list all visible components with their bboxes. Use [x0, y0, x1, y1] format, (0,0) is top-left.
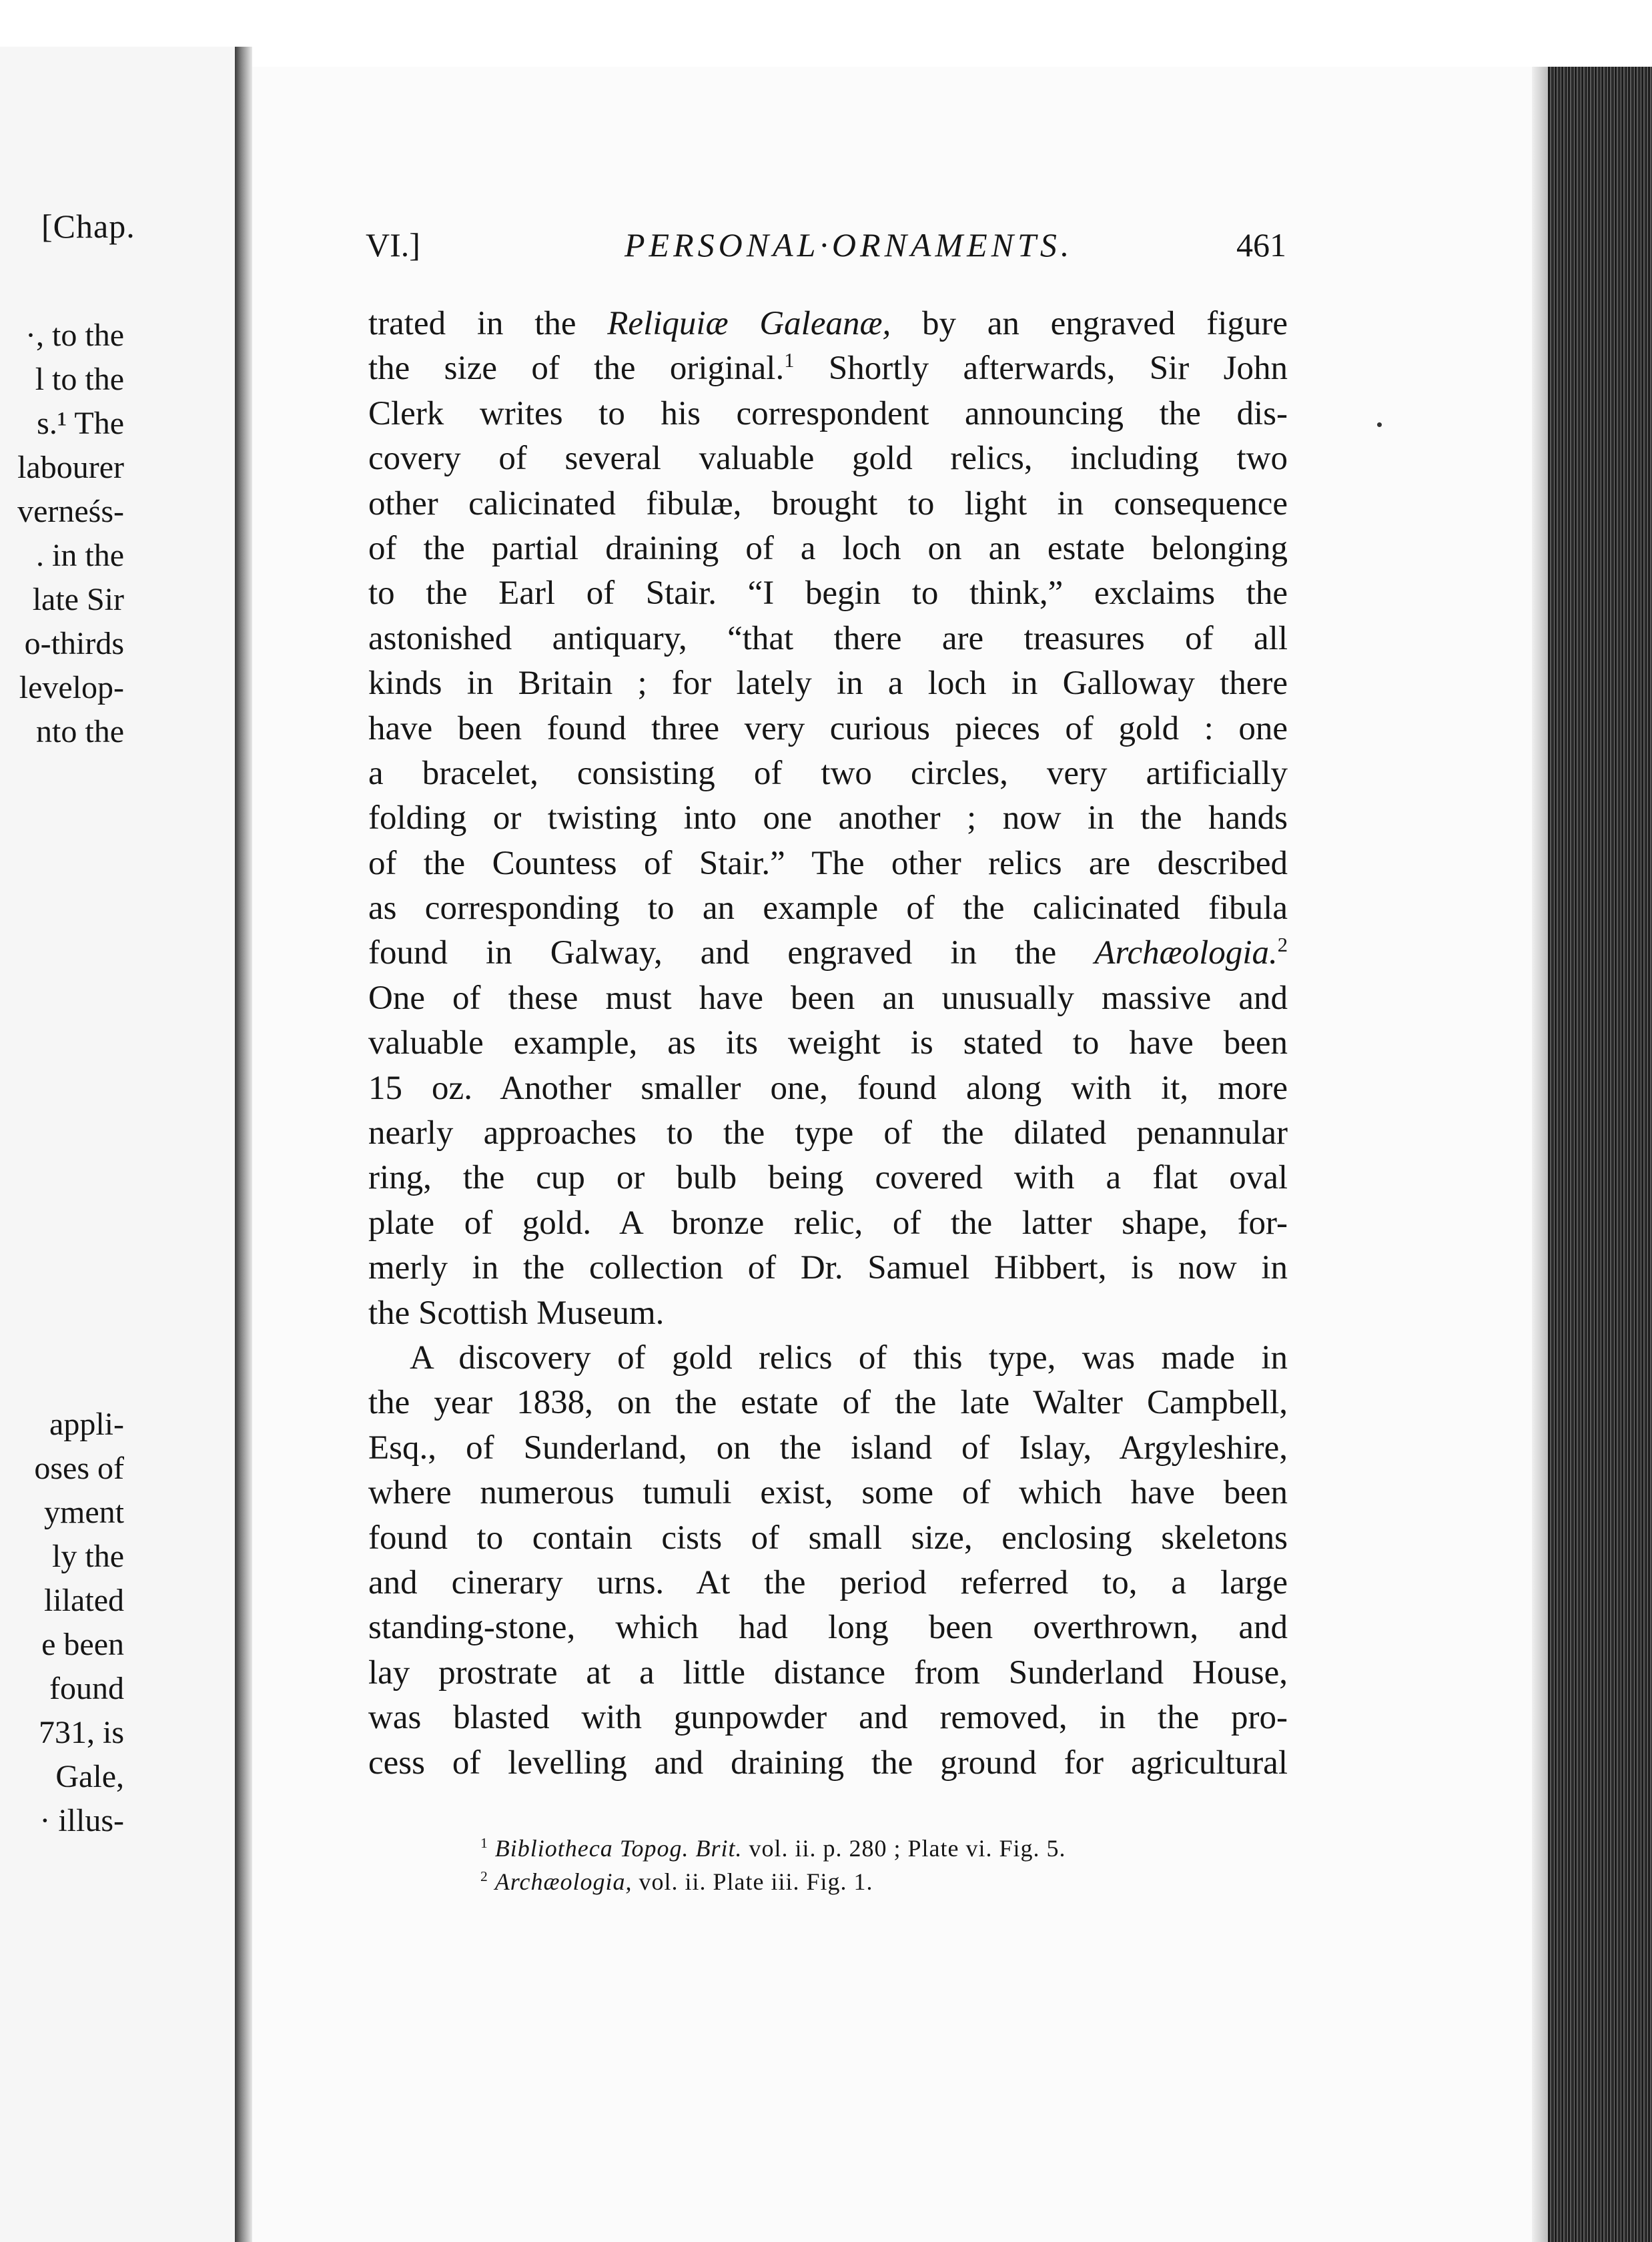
text-line — [368, 482, 1288, 526]
text-line-content: kinds in Britain ; for lately in a loch in Galloway there — [368, 665, 1288, 703]
left-page-fragment: verneśs- — [17, 494, 124, 529]
text-line — [368, 796, 1288, 841]
text-line — [368, 1291, 1288, 1336]
left-page-fragment: lilated — [44, 1583, 124, 1618]
gutter-shadow — [235, 47, 252, 2242]
italic-title: Archæologia. — [1094, 934, 1278, 972]
left-page-fragment: . in the — [36, 538, 124, 573]
left-page-fragment: ·, to the — [25, 318, 124, 353]
text-line-content: 15 oz. Another smaller one, found along with it, more — [368, 1069, 1288, 1107]
italic-title: Reliquiæ Galeanæ, — [607, 305, 891, 342]
text-line — [368, 976, 1288, 1021]
text-line-content: A discovery of gold relics of this type, was made in — [410, 1339, 1288, 1377]
text-line — [368, 1741, 1288, 1786]
text-line — [368, 1651, 1288, 1696]
left-page-fragment: labourer — [17, 450, 124, 485]
text-segment: found in Galway, and engraved in the — [368, 934, 1095, 972]
text-line-content: cess of levelling and draining the ground for agricultural — [368, 1744, 1288, 1782]
left-page-fragment: found — [49, 1671, 124, 1706]
left-page-fragment: · illus- — [39, 1803, 124, 1838]
text-line-content: a bracelet, consisting of two circles, very artificially — [368, 754, 1288, 792]
text-line-content: merly in the collection of Dr. Samuel Hibbert, is now in — [368, 1249, 1288, 1287]
left-page-fragment: yment — [44, 1495, 124, 1530]
text-segment: by an engraved figure — [891, 305, 1288, 342]
text-line-content: covery of several valuable gold relics, including two — [368, 440, 1288, 478]
text-line-content: other calicinated fibulæ, brought to light in consequence — [368, 484, 1288, 522]
left-page-fragment: 731, is — [38, 1715, 124, 1750]
text-line — [368, 1561, 1288, 1605]
running-header — [366, 226, 1286, 272]
text-line — [368, 751, 1288, 796]
text-line-content: to the Earl of Stair. “I begin to think,” exclaims the — [368, 575, 1288, 613]
footnote — [480, 1832, 1066, 1865]
left-facing-page — [0, 47, 238, 2242]
left-page-fragments-top — [0, 314, 235, 754]
text-line — [368, 886, 1288, 931]
left-page-fragments-bottom — [0, 1403, 235, 1843]
text-segment: Shortly afterwards, Sir John — [794, 350, 1288, 388]
left-page-fragment: e been — [41, 1627, 124, 1662]
text-line-content: was blasted with gunpowder and removed, in the pro- — [368, 1699, 1288, 1737]
text-line-content: Clerk writes to his correspondent announcing the dis- — [368, 394, 1288, 432]
text-line-content: astonished antiquary, “that there are treasures of all — [368, 619, 1288, 657]
footnote-mark: 2 — [480, 1868, 488, 1884]
text-line-content: ring, the cup or bulb being covered with a flat oval — [368, 1159, 1288, 1197]
text-line — [368, 1156, 1288, 1200]
text-line-content: lay prostrate at a little distance from Sunderland House, — [368, 1653, 1288, 1692]
text-line — [368, 707, 1288, 751]
text-line — [368, 1471, 1288, 1515]
book-fore-edge — [1548, 67, 1652, 2242]
footnote-detail: vol. ii. Plate iii. Fig. 1. — [632, 1868, 873, 1895]
page-edge-highlight — [1532, 67, 1548, 2242]
text-line — [368, 1696, 1288, 1740]
text-line — [368, 841, 1288, 886]
text-line — [368, 1336, 1288, 1381]
text-line — [368, 1426, 1288, 1471]
text-line-content: Esq., of Sunderland, on the island of Islay, Argyleshire, — [368, 1429, 1288, 1467]
text-line-content: valuable example, as its weight is stated to have been — [368, 1024, 1288, 1062]
text-line — [368, 931, 1288, 976]
text-line-content: standing-stone, which had long been overthrown, and — [368, 1609, 1288, 1647]
running-title: PERSONAL·ORNAMENTS. — [625, 226, 1074, 264]
left-page-fragment: l to the — [35, 362, 124, 397]
text-line — [368, 302, 1288, 346]
left-page-fragment: oses of — [34, 1451, 124, 1486]
left-page-fragment: levelop- — [19, 670, 124, 705]
footnote — [480, 1865, 1066, 1898]
footnote-source: Archæologia, — [494, 1868, 633, 1895]
text-segment: trated in the — [368, 305, 608, 342]
text-line — [368, 661, 1288, 706]
footnote-source: Bibliotheca Topog. Brit. — [494, 1835, 743, 1862]
text-line — [368, 1201, 1288, 1246]
text-line — [368, 571, 1288, 616]
text-line-content: plate of gold. A bronze relic, of the latter shape, for- — [368, 1204, 1288, 1242]
text-line — [368, 392, 1288, 436]
text-line-content: have been found three very curious pieces of gold : one — [368, 709, 1288, 747]
text-line-content: folding or twisting into one another ; now in the hands — [368, 799, 1288, 837]
left-page-fragment: late Sir — [32, 582, 124, 617]
text-line — [368, 436, 1288, 481]
text-line — [368, 1246, 1288, 1290]
left-page-fragment: ly the — [52, 1539, 124, 1574]
text-line-content: One of these must have been an unusually massive and — [368, 979, 1288, 1017]
text-line-content: the Scottish Museum. — [368, 1294, 665, 1332]
text-line-content: where numerous tumuli exist, some of which have been — [368, 1474, 1288, 1512]
text-line-content: and cinerary urns. At the period referred to, a large — [368, 1563, 1288, 1601]
text-line — [368, 617, 1288, 661]
text-line-content: of the partial draining of a loch on an estate belonging — [368, 529, 1288, 567]
text-line — [368, 1381, 1288, 1425]
left-page-fragment: o-thirds — [24, 626, 124, 661]
body-text — [368, 302, 1288, 1786]
text-line — [368, 346, 1288, 391]
text-line-content: found to contain cists of small size, enclosing skeletons — [368, 1519, 1288, 1557]
text-line — [368, 1021, 1288, 1066]
text-segment: the size of the original. — [368, 350, 785, 388]
text-line-content: the year 1838, on the estate of the late Walter Campbell, — [368, 1384, 1288, 1422]
text-line-content: as corresponding to an example of the calicinated fibula — [368, 889, 1288, 927]
text-line — [368, 1605, 1288, 1650]
left-page-fragment: s.¹ The — [37, 406, 124, 441]
text-line-content: nearly approaches to the type of the dilated penannular — [368, 1114, 1288, 1152]
left-page-fragment: Gale, — [55, 1759, 124, 1794]
page-number: 461 — [1236, 226, 1286, 264]
text-line — [368, 1066, 1288, 1111]
footnote-reference: 2 — [1277, 933, 1288, 957]
print-speck — [1377, 422, 1382, 427]
left-page-fragment: nto the — [36, 714, 124, 749]
text-line — [368, 1111, 1288, 1156]
text-line — [368, 1516, 1288, 1561]
text-line-content: of the Countess of Stair.” The other relics are described — [368, 844, 1288, 882]
footnote-detail: vol. ii. p. 280 ; Plate vi. Fig. 5. — [742, 1835, 1066, 1862]
footnotes — [480, 1832, 1066, 1898]
chapter-number: VI.] — [366, 226, 420, 264]
text-line — [368, 526, 1288, 571]
left-page-header: [Chap. — [41, 208, 135, 245]
left-page-fragment: appli- — [49, 1407, 124, 1442]
footnote-mark: 1 — [480, 1835, 488, 1851]
footnote-reference: 1 — [784, 349, 795, 372]
